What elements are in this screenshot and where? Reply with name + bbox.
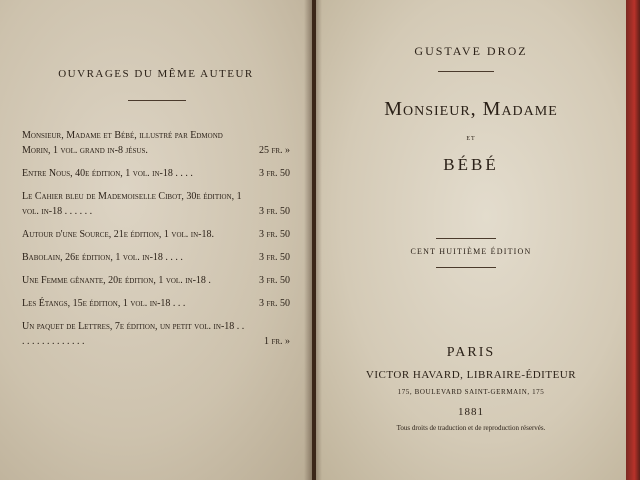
work-title: Entre Nous, 40e édition, 1 vol. in-18 . . . . (22, 168, 193, 179)
work-title: Un paquet de Lettres, 7e édition, un petit vol. in-18 . . . . . . . . . . . . . . . (22, 321, 245, 347)
work-price: 3 fr. 50 (258, 298, 290, 309)
publisher-name: VICTOR HAVARD, LIBRAIRE-ÉDITEUR (365, 369, 577, 381)
work-price: 3 fr. 50 (258, 168, 290, 179)
work-entry (22, 189, 290, 219)
edition-rule-top (436, 238, 496, 239)
work-title: Le Cahier bleu de Mademoiselle Cibot, 30e édition, 1 vol. in-18 . . . . . . (22, 191, 242, 217)
work-price: 3 fr. 50 (258, 275, 290, 286)
work-price: 3 fr. 50 (258, 252, 290, 263)
work-entry (22, 319, 290, 349)
work-title: Une Femme gênante, 20e édition, 1 vol. in-18 . (22, 275, 211, 286)
work-price: 3 fr. 50 (258, 229, 290, 240)
edition-text: CENT HUITIÈME ÉDITION (410, 247, 532, 256)
work-entry (22, 166, 290, 181)
work-entry (22, 296, 290, 311)
red-edge (626, 0, 640, 480)
heading-rule (128, 100, 186, 101)
work-title: Autour d'une Source, 21e édition, 1 vol. in-18. (22, 229, 214, 240)
works-heading: OUVRAGES DU MÊME AUTEUR (58, 68, 254, 80)
work-title: Monsieur, Madame et Bébé, illustré par Edmond Morin, 1 vol. grand in-8 jésus. (22, 130, 223, 156)
work-entry (22, 128, 290, 158)
publisher-address: 175, BOULEVARD SAINT-GERMAIN, 175 (397, 388, 545, 396)
title-line-1: Monsieur, Madame (384, 98, 558, 120)
author-name: GUSTAVE DROZ (414, 44, 528, 58)
author-rule (438, 71, 494, 72)
work-price: 3 fr. 50 (258, 206, 290, 217)
publication-year: 1881 (458, 406, 484, 418)
work-title: Les Étangs, 15e édition, 1 vol. in-18 . . . (22, 298, 186, 309)
work-price: 1 fr. » (263, 336, 290, 347)
works-list (22, 128, 290, 357)
work-entry (22, 227, 290, 242)
work-entry (22, 250, 290, 265)
title-conjunction: ET (466, 136, 476, 142)
work-price: 25 fr. » (258, 145, 290, 156)
title-line-2: BÉBÉ (443, 155, 499, 174)
edition-rule-bottom (436, 267, 496, 268)
publisher-city: PARIS (446, 345, 496, 360)
work-title: Babolain, 26e édition, 1 vol. in-18 . . . . (22, 252, 183, 263)
work-entry (22, 273, 290, 288)
rights-notice: Tous droits de traduction et de reproduction réservés. (396, 424, 546, 432)
